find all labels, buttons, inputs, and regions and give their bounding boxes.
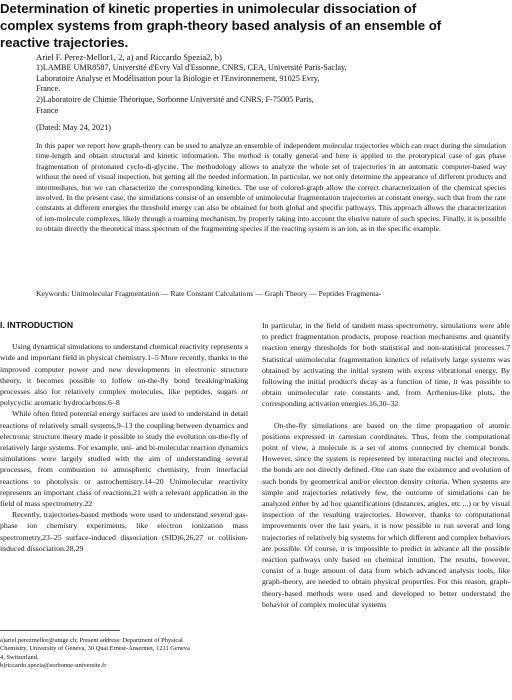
paragraph: Using dynamical simulations to understand chemical reactivity represents a wide and important field in physical chemistry.1–5 More recently, thanks to the improved computer power and new developments in electronic structure theory, it becomes possible to follow on-the-fly bond breaking/making processes also for relatively complex molecules, like peptides, sugars or polycyclic aromatic hydrocarbons.6–8	[0, 342, 248, 408]
affiliation-line: 2)Laboratoire de Chimie Théorique, Sorbonne Université and CNRS, F-75005 Paris,	[36, 95, 314, 105]
right-column	[262, 320, 510, 610]
affiliation-line: France	[36, 105, 59, 115]
date-line: (Dated: May 24, 2021)	[36, 122, 112, 132]
paragraph: In particular, in the field of tandem mass spectrometry, simulations were able to predict fragmentation products, propose reaction mechanisms and quantify reaction energy thresholds for both statistical and non-statistical processes.7 Statistical unimolecular fragmentation kinetics of relatively large systems was obtained by activating the initial system with excess vibrational energy. By following the initial product's decay as a function of time, it was possible to obtain unimolecular rate constants and, from Arrhenius-like plots, the corresponding activation energies.16,30–32	[262, 321, 510, 409]
affiliation-line: France.	[36, 84, 61, 94]
footnotes	[0, 630, 250, 671]
abstract: In this paper we report how graph-theory can be used to analyze an ensemble of independent molecular trajectories which can react during the simulation time-length and obtain structural and kinetic information. The method is totally general and here is applied to the prototypical case of gas phase fragmentation of protonated cyclo-di-glycine. The methodology allows to analyze the whole set of trajectories in an automatic computer-based way without the need of visual inspection, but getting all the needed information. In particular, we not only determine the appearance of different products and intermediates, but we can characterize the corresponding kinetics. The use of colored-graph allow the correct characterization of the chemical species involved. In the present case, the simulations consist of an ensemble of unimolecular fragmentation trajectories at constant energy, such that from the rate constants at different energies the threshold energy can also be obtained for both global and specific pathways. This approach allows the characterization of ion-molecule complexes, likely through a roaming mechanism, by properly taking into account the elusive nature of such species. Finally, it is possible to obtain directly the theoretical mass spectrum of the fragmenting species if the reacting system is an ion, as in the specific example.	[36, 141, 506, 234]
title-line: Determination of kinetic properties in unimolecular dissociation of	[0, 1, 417, 16]
paragraph: On-the-fly simulations are based on the time propagation of atomic positions expressed in cartesian coordinates. Thus, from the computational point of view, a molecule is a set of atoms connected by chemical bonds. However, since the system is represented by interacting nuclei and electrons, the bonds are not directly defined. One can state the existence and evolution of such bonds by geometrical and/or electron density criteria. When systems are simple and trajectories relatively few, the outcome of simulations can be analyzed either by ad hoc quantifications (distances, angles, etc ...) or by visual inspection of the resulting trajectories. However, thanks to computational improvements over the last years, it is now possible to run several and long trajectories of relatively big systems for which different and complex behaviors are possible. Of course, it is impossible to predict in advance all the possible reaction pathways only based on chemical intuition. The results, however, consist of a huge amount of data from which advanced analysis tools, like graph-theory, are needed to obtain physical properties. For this reason, graph-theory-based methods were used and developed to better understand the behavior of complex molecular systems	[262, 420, 510, 609]
paragraph: Recently, trajectories-based methods were used to understand several gas-phase ion chemistry experiments, like electron ionization mass spectrometry,23–25 surface-induced dissociation (SID)6,26,27 or collision-induced dissociation.28,29	[0, 510, 248, 553]
footnote-line: a)ariel.perezmellor@unige.ch; Present address: Department of Physical	[0, 637, 183, 644]
left-column	[0, 320, 248, 554]
paragraph: While often fitted potential energy surfaces are used to understand in detail reactions of relatively small systems,9–13 the coupling between dynamics and electronic structure theory made it possible to study the evolution on-the-fly of relatively large systems. For example, uni- and bi-molecular reaction dynamics simulations were largely studied with the aim of understanding several processes, from combustion to atmospheric chemistry, from interfacial reactions to photolysis or astrochemistry.14–20 Unimolecular reactivity represents an important class of reactions,21 with a relevant application in the field of mass spectrometry.22	[0, 409, 248, 509]
footnote-line: 4, Switzerland.	[0, 653, 39, 661]
footnote-line: b)riccardo.spezia@sorbonne-universite.fr	[0, 662, 107, 670]
authors: Ariel F. Perez-Mellor1, 2, a) and Riccardo Spezia2, b)	[36, 52, 222, 62]
affiliation-line: 1)LAMBE UMR8587, Université d'Evry Val d'Essonne, CNRS, CEA, Université Paris-Saclay,	[36, 62, 347, 72]
footnote-rule	[0, 630, 120, 631]
affiliation-line: Laboratoire Analyse et Modélisation pour la Biologie et l'Environnement, 91025 Evry,	[36, 73, 320, 83]
paper-title	[0, 0, 512, 51]
title-line: reactive trajectories.	[0, 35, 129, 50]
author-block	[36, 52, 506, 134]
title-line: complex systems from graph-theory based analysis of an ensemble of	[0, 18, 442, 33]
footnote-line: Chemistry, University of Geneva, 30 Quai Ernest-Ansermet, 1211 Geneva	[0, 645, 190, 653]
keywords: Keywords: Unimolecular Fragmentation — Rate Constant Calculations — Graph Theory — Peptides Fragmenta-	[36, 289, 382, 298]
section-heading: I. INTRODUCTION	[0, 320, 74, 330]
